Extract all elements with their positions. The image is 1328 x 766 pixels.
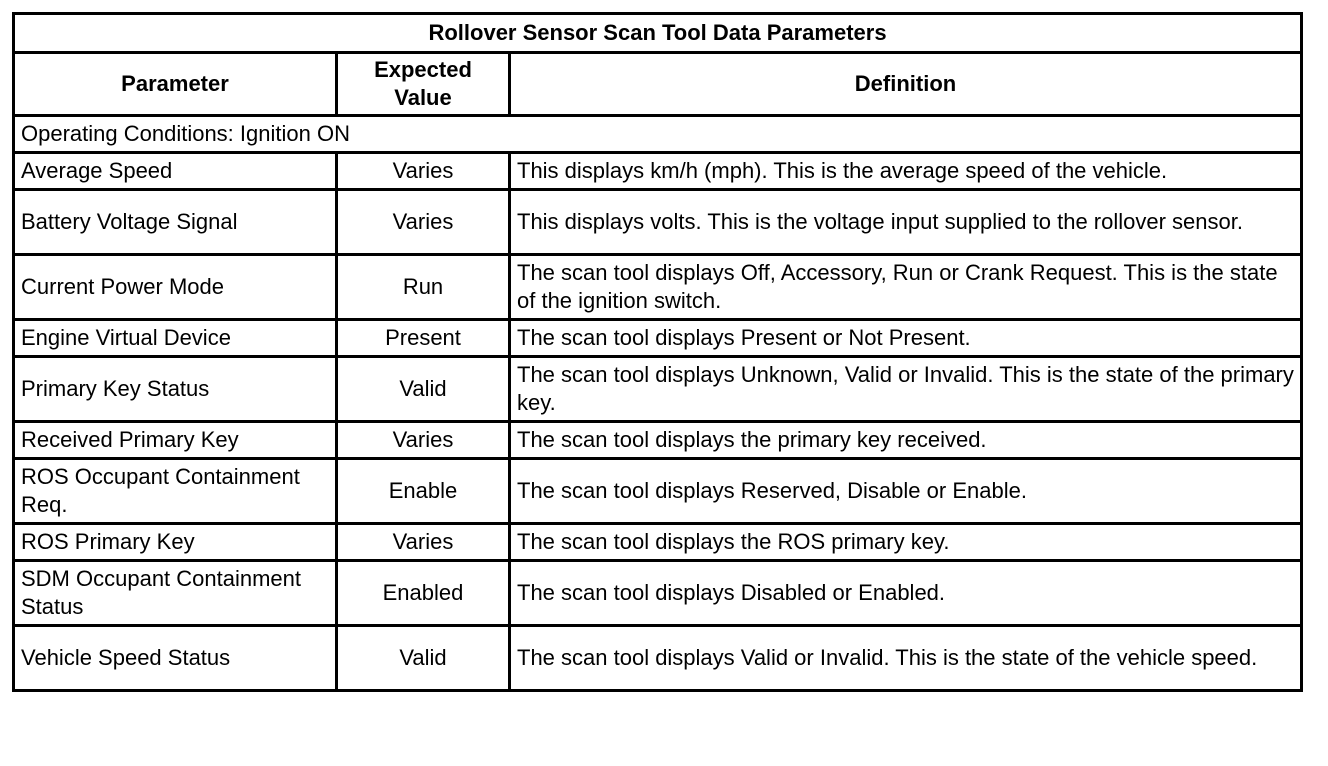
definition-cell: This displays km/h (mph). This is the average speed of the vehicle. — [510, 153, 1302, 190]
table-row — [14, 357, 1302, 422]
definition-cell: The scan tool displays the primary key received. — [510, 422, 1302, 459]
definition-cell: The scan tool displays Reserved, Disable or Enable. — [510, 459, 1302, 524]
expected-value-cell: Enable — [337, 459, 510, 524]
operating-conditions: Operating Conditions: Ignition ON — [14, 116, 1302, 153]
table-title-row — [14, 14, 1302, 53]
parameter-cell: Vehicle Speed Status — [14, 626, 337, 691]
definition-cell: This displays volts. This is the voltage input supplied to the rollover sensor. — [510, 190, 1302, 255]
table-row — [14, 422, 1302, 459]
parameter-cell: Average Speed — [14, 153, 337, 190]
table-row — [14, 561, 1302, 626]
table-header-row — [14, 53, 1302, 116]
expected-value-cell: Run — [337, 255, 510, 320]
expected-value-cell: Enabled — [337, 561, 510, 626]
definition-cell: The scan tool displays the ROS primary key. — [510, 524, 1302, 561]
table-row — [14, 524, 1302, 561]
table-row — [14, 153, 1302, 190]
table-title: Rollover Sensor Scan Tool Data Parameters — [14, 14, 1302, 53]
expected-value-cell: Varies — [337, 190, 510, 255]
header-parameter: Parameter — [14, 53, 337, 116]
table-row — [14, 190, 1302, 255]
definition-cell: The scan tool displays Unknown, Valid or Invalid. This is the state of the primary key. — [510, 357, 1302, 422]
definition-cell: The scan tool displays Disabled or Enabled. — [510, 561, 1302, 626]
parameter-cell: Primary Key Status — [14, 357, 337, 422]
definition-cell: The scan tool displays Off, Accessory, Run or Crank Request. This is the state of the ignition switch. — [510, 255, 1302, 320]
definition-cell: The scan tool displays Valid or Invalid. This is the state of the vehicle speed. — [510, 626, 1302, 691]
parameter-cell: ROS Primary Key — [14, 524, 337, 561]
expected-value-cell: Varies — [337, 153, 510, 190]
parameter-cell: ROS Occupant Containment Req. — [14, 459, 337, 524]
expected-value-cell: Valid — [337, 357, 510, 422]
parameter-cell: Current Power Mode — [14, 255, 337, 320]
parameter-cell: Received Primary Key — [14, 422, 337, 459]
table-row — [14, 626, 1302, 691]
table-row — [14, 320, 1302, 357]
header-expected-value: Expected Value — [337, 53, 510, 116]
expected-value-cell: Valid — [337, 626, 510, 691]
parameter-cell: Battery Voltage Signal — [14, 190, 337, 255]
parameter-cell: Engine Virtual Device — [14, 320, 337, 357]
operating-conditions-row — [14, 116, 1302, 153]
expected-value-cell: Present — [337, 320, 510, 357]
expected-value-cell: Varies — [337, 524, 510, 561]
table-row — [14, 459, 1302, 524]
scan-tool-data-table — [12, 12, 1303, 692]
expected-value-cell: Varies — [337, 422, 510, 459]
table-row — [14, 255, 1302, 320]
definition-cell: The scan tool displays Present or Not Present. — [510, 320, 1302, 357]
parameter-cell: SDM Occupant Containment Status — [14, 561, 337, 626]
header-definition: Definition — [510, 53, 1302, 116]
